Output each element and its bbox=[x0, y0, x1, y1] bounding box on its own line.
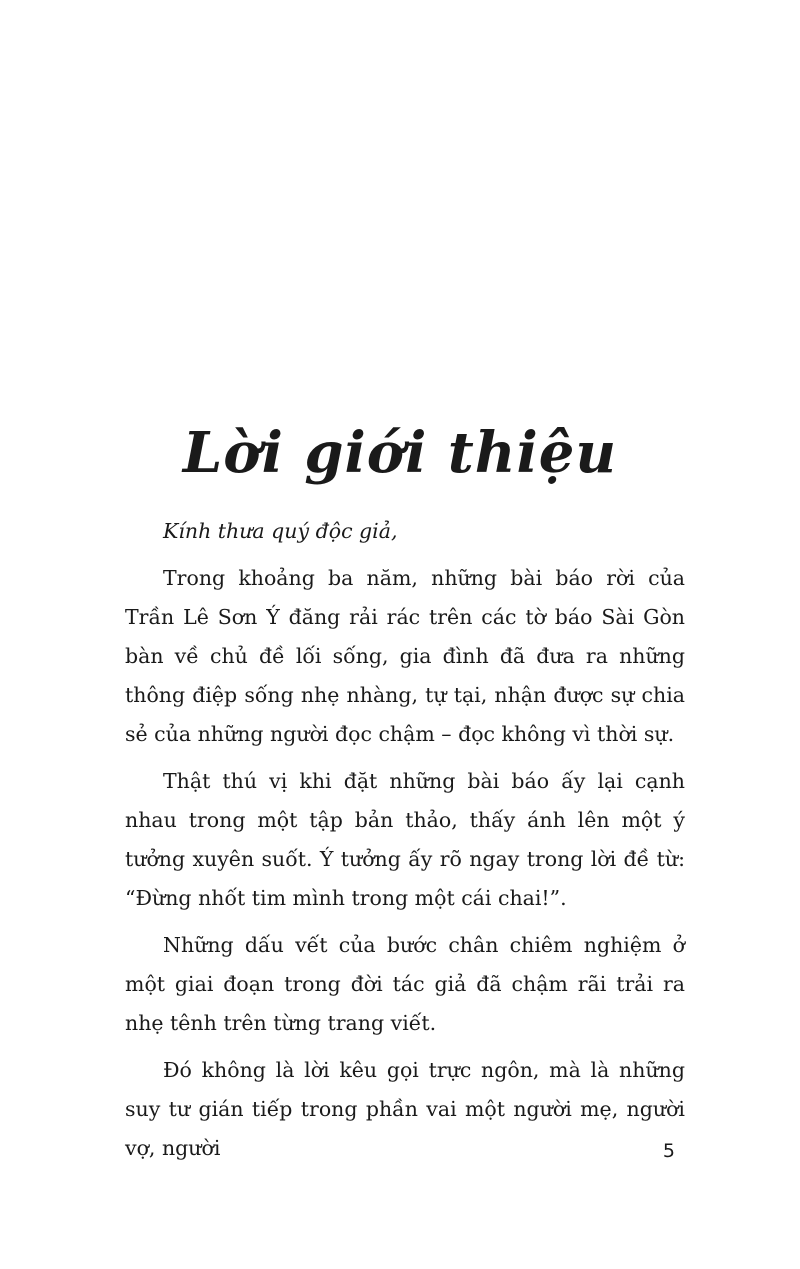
paragraph: Những dấu vết của bước chân chiêm nghiệm ở một giai đoạn trong đời tác giả đã chậm rãi trải ra nhẹ tênh trên từng trang viết. bbox=[125, 933, 685, 1035]
body-text bbox=[125, 512, 685, 1176]
paragraph: Đó không là lời kêu gọi trực ngôn, mà là những suy tư gián tiếp trong phần vai một người mẹ, người vợ, người bbox=[125, 1058, 685, 1160]
paragraph: Trong khoảng ba năm, những bài báo rời của Trần Lê Sơn Ý đăng rải rác trên các tờ báo Sài Gòn bàn về chủ đề lối sống, gia đình đã đưa ra những thông điệp sống nhẹ nhàng, tự tại, nhận được sự chia sẻ của những người đọc chậm – đọc không vì thời sự. bbox=[125, 566, 685, 746]
paragraph: Thật thú vị khi đặt những bài báo ấy lại cạnh nhau trong một tập bản thảo, thấy ánh lên một ý tưởng xuyên suốt. Ý tưởng ấy rõ ngay trong lời đề từ: “Đừng nhốt tim mình trong một cái chai!”. bbox=[125, 769, 685, 910]
page-number: 5 bbox=[662, 1140, 675, 1162]
chapter-title: Lời giới thiệu bbox=[182, 419, 618, 486]
salutation: Kính thưa quý độc giả, bbox=[163, 519, 398, 543]
